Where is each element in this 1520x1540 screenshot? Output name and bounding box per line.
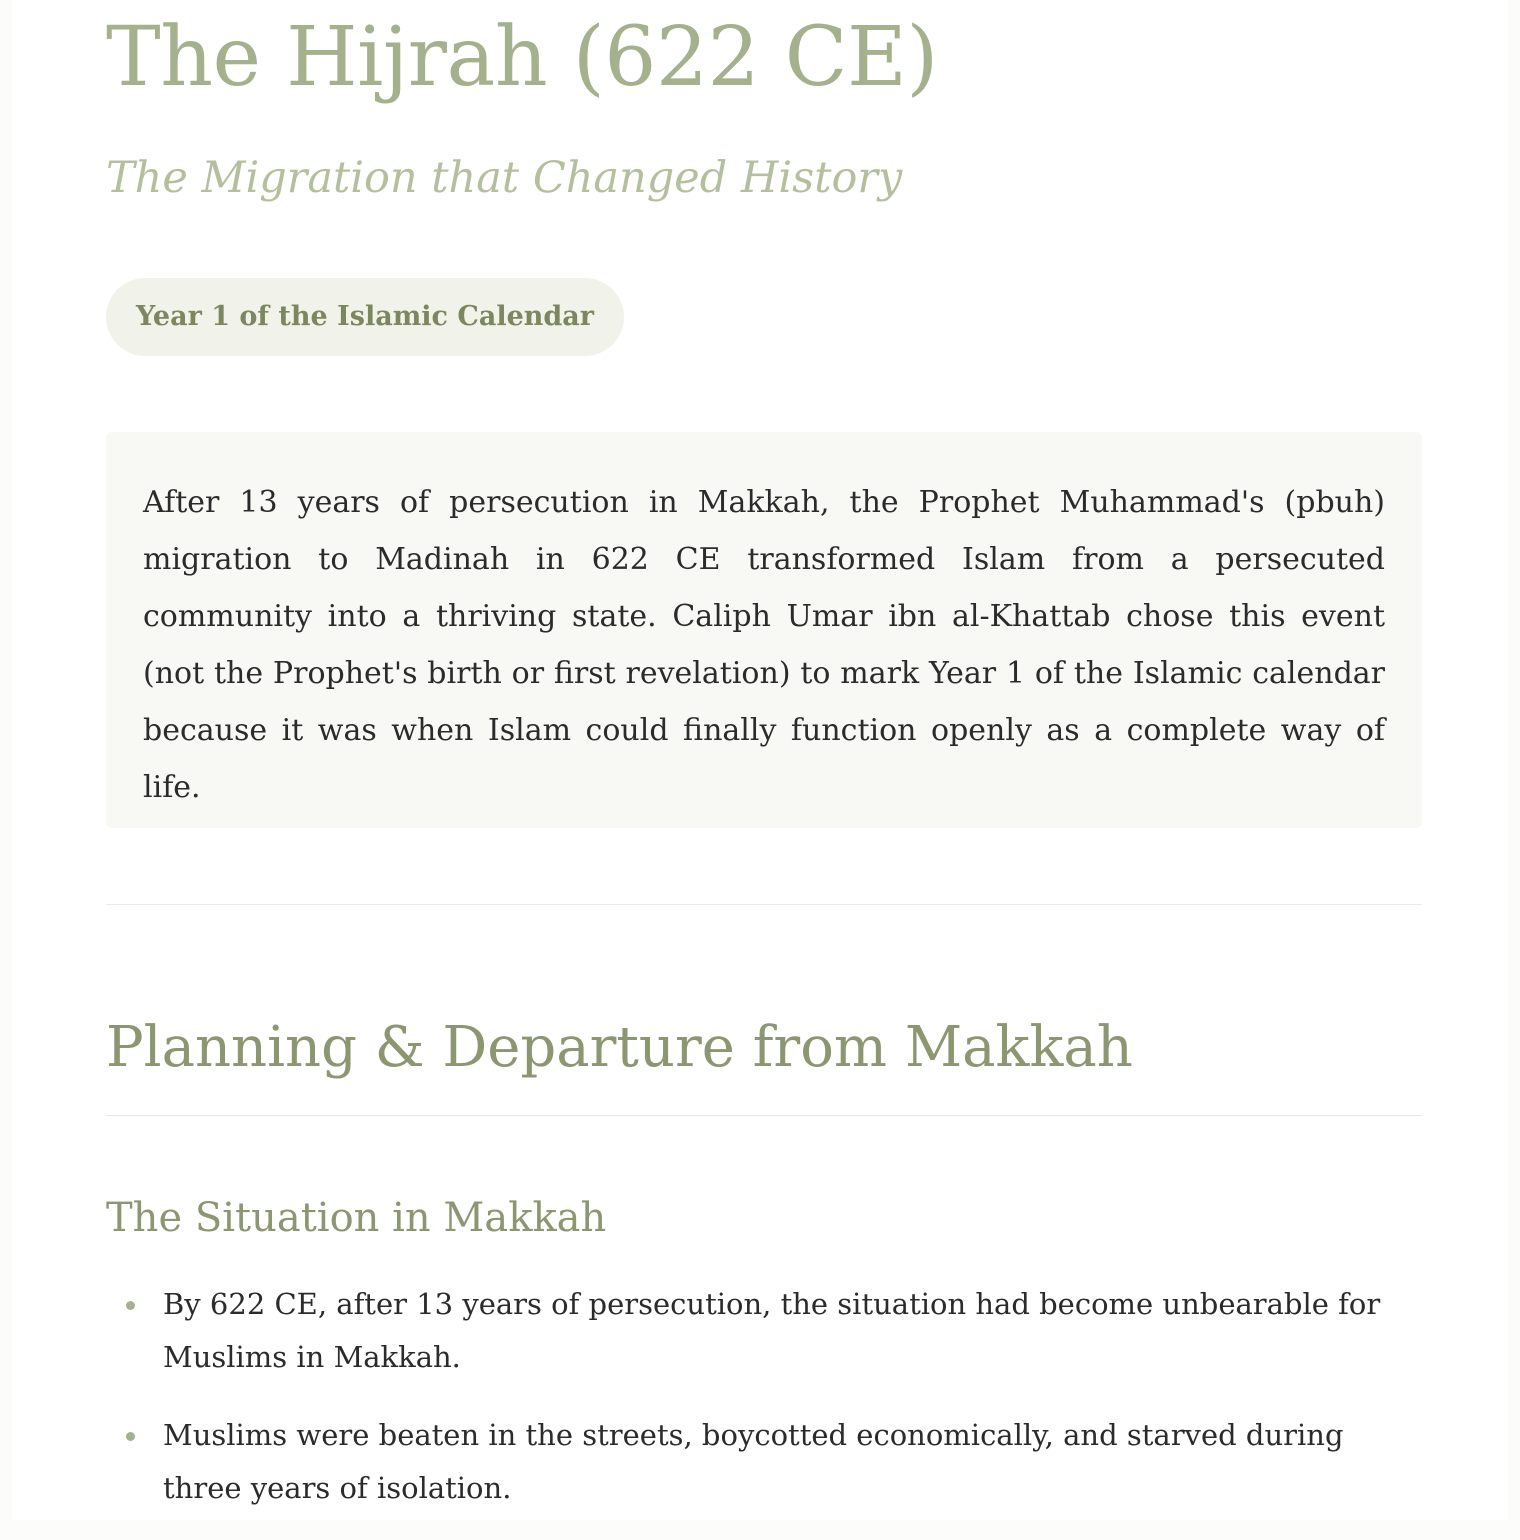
sub-heading: The Situation in Makkah [106,1195,607,1241]
document-content [106,0,1422,1540]
section-divider [106,904,1422,905]
list-item-text: Muslims were beaten in the streets, boycotted economically, and starved during three years of isolation. [163,1418,1344,1505]
bullet-icon [126,1301,135,1310]
intro-box [106,432,1422,828]
document-page [12,0,1508,1520]
bullet-icon [126,1432,135,1441]
intro-paragraph: After 13 years of persecution in Makkah, the Prophet Muhammad's (pbuh) migration to Madinah in 622 CE transformed Islam from a persecuted community into a thriving state. Caliph Umar ibn al-Khattab chose this event (not the Prophet's birth or first revelation) to mark Year 1 of the Islamic calendar because it was when Islam could finally function openly as a complete way of life. [143,485,1385,805]
heading-underline [106,1115,1422,1116]
list-item-text: By 622 CE, after 13 years of persecution, the situation had become unbearable for Muslims in Makkah. [163,1287,1381,1374]
page-title: The Hijrah (622 CE) [106,10,938,105]
list-item [106,1409,1422,1515]
calendar-badge: Year 1 of the Islamic Calendar [106,278,624,356]
page-subtitle: The Migration that Changed History [106,153,903,203]
list-item [106,1278,1422,1384]
section-heading: Planning & Departure from Makkah [106,1015,1133,1080]
bullet-list [106,1278,1422,1515]
